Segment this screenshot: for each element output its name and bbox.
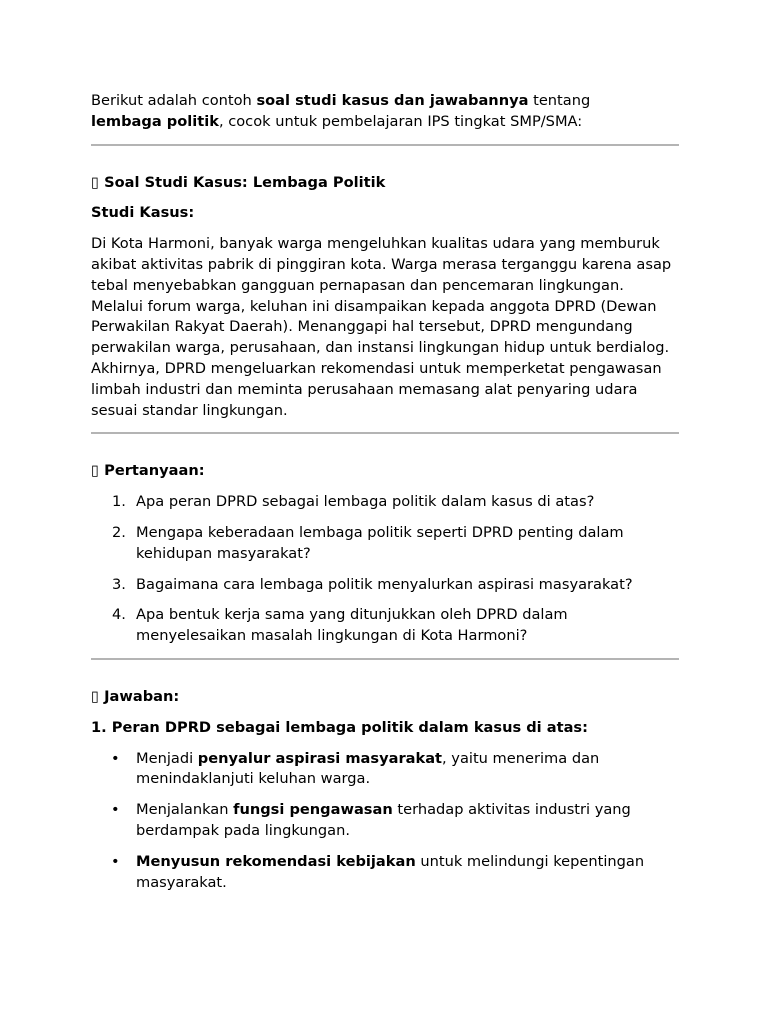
answer-item <box>91 800 679 842</box>
question-text: Mengapa keberadaan lembaga politik seperti DPRD penting dalam kehidupan masyarakat? <box>136 523 624 562</box>
intro-bold-2: lembaga politik <box>91 112 219 130</box>
question-text: Apa bentuk kerja sama yang ditunjukkan oleh DPRD dalam menyelesaikan masalah lingkungan di Kota Harmoni? <box>136 606 568 645</box>
answer-text-bold: fungsi pengawasan <box>233 801 393 819</box>
bullet-icon: • <box>111 801 120 819</box>
answer-text-post: untuk melindungi kepentingan masyarakat. <box>136 852 645 891</box>
answer-text-bold: penyalur aspirasi masyarakat <box>197 749 443 767</box>
intro-paragraph <box>91 91 679 133</box>
question-item <box>91 523 679 565</box>
answers-list <box>91 749 679 894</box>
answer-text-pre: Menjadi <box>136 749 198 767</box>
questions-list <box>91 492 679 647</box>
intro-bold-1: soal studi kasus dan jawabannya <box>256 92 529 109</box>
question-number: 4. <box>112 606 126 624</box>
answer-item <box>91 852 679 894</box>
question-number: 3. <box>112 575 126 593</box>
divider-1 <box>91 144 679 146</box>
intro-text-3: , cocok untuk pembelajaran IPS tingkat SMP/SMA: <box>218 112 583 130</box>
missing-glyph-icon: ▯ <box>91 687 100 705</box>
answers-heading <box>91 687 679 708</box>
divider-2 <box>91 432 679 434</box>
bullet-icon: • <box>111 852 120 870</box>
case-study-heading <box>91 173 679 194</box>
missing-glyph-icon: ▯ <box>91 173 100 191</box>
question-item <box>91 492 679 513</box>
intro-text-1: Berikut adalah contoh <box>91 92 257 109</box>
answer-item <box>91 749 679 791</box>
answer-1-heading: 1. Peran DPRD sebagai lembaga politik dalam kasus di atas: <box>91 718 588 736</box>
questions-heading <box>91 461 679 482</box>
case-study-text: Di Kota Harmoni, banyak warga mengeluhkan kualitas udara yang memburuk akibat aktivitas pabrik di pinggiran kota. Warga merasa terganggu karena asap tebal menyebabkan gangguan pernapasan dan pencemaran lingkungan. Melalui forum warga, keluhan ini disampaikan kepada anggota DPRD (Dewan Perwakilan Rakyat Daerah). Menanggapi hal tersebut, DPRD mengundang perwakilan warga, perusahaan, dan instansi lingkungan hidup untuk berdialog. Akhirnya, DPRD mengeluarkan rekomendasi untuk memperketat pengawasan limbah industri dan meminta perusahaan memasang alat penyaring udara sesuai standar lingkungan. <box>91 235 672 419</box>
question-text: Bagaimana cara lembaga politik menyalurkan aspirasi masyarakat? <box>136 575 633 593</box>
missing-glyph-icon: ▯ <box>91 462 100 480</box>
question-text: Apa peran DPRD sebagai lembaga politik dalam kasus di atas? <box>136 493 595 511</box>
answer-text-pre: Menjalankan <box>136 801 234 819</box>
divider-3 <box>91 658 679 660</box>
case-study-heading-text: Soal Studi Kasus: Lembaga Politik <box>104 173 386 191</box>
intro-text-2: tentang <box>528 92 591 109</box>
question-number: 2. <box>112 523 126 541</box>
answers-heading-text: Jawaban: <box>104 687 180 705</box>
question-item <box>91 605 679 647</box>
case-study-subheading: Studi Kasus: <box>91 204 195 222</box>
questions-heading-text: Pertanyaan: <box>104 462 205 480</box>
answer-text-post: , yaitu menerima dan menindaklanjuti keluhan warga. <box>136 749 600 788</box>
question-number: 1. <box>112 493 126 511</box>
document-page <box>91 91 679 903</box>
bullet-icon: • <box>111 749 120 767</box>
answer-text-post: terhadap aktivitas industri yang berdampak pada lingkungan. <box>136 801 631 839</box>
answer-text-bold: Menyusun rekomendasi kebijakan <box>136 852 416 870</box>
question-item <box>91 575 679 596</box>
